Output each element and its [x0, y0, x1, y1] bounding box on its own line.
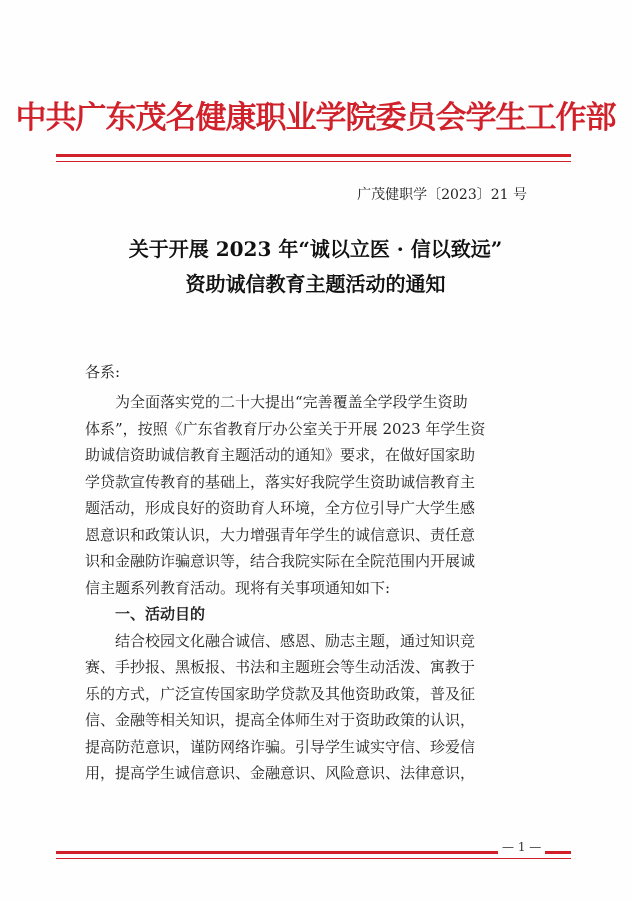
- section-purpose-paragraph: [85, 628, 555, 787]
- footer-red-rule-thin: [56, 858, 571, 859]
- title-line-1: 关于开展 2023 年“诚以立医 · 信以致远”: [128, 237, 503, 261]
- paragraph-line: 恩意识和政策认识，大力增强青年学生的诚信意识、责任意: [85, 525, 476, 544]
- intro-paragraph: [85, 389, 555, 601]
- issuing-organization-header: 中共广东茂名健康职业学院委员会学生工作部: [15, 100, 616, 136]
- salutation: 各系:: [85, 363, 121, 381]
- document-number: 广茂健职学〔2023〕21 号: [357, 187, 527, 203]
- document-body: [85, 389, 555, 787]
- header-red-rule-thin: [56, 161, 571, 162]
- header-red-rule-thick: [56, 154, 571, 157]
- paragraph-line: 学贷款宣传教育的基础上，落实好我院学生资助诚信教育主: [85, 472, 476, 491]
- paragraph-line: 乐的方式，广泛宣传国家助学贷款及其他资助政策，普及征: [85, 684, 476, 703]
- footer-red-rule-thick: [56, 851, 571, 854]
- paragraph-line: 体系”，按照《广东省教育厅办公室关于开展 2023 年学生资: [85, 419, 486, 438]
- paragraph-line: 为全面落实党的二十大提出“完善覆盖全学段学生资助: [115, 393, 468, 411]
- paragraph-line: 赛、手抄报、黑板报、书法和主题班会等生动活泼、寓教于: [85, 658, 476, 676]
- paragraph-line: 信主题系列教育活动。现将有关事项通知如下:: [85, 578, 391, 597]
- page-number: — 1 —: [498, 840, 545, 854]
- paragraph-line: 识和金融防诈骗意识等，结合我院实际在全院范围内开展诚: [85, 552, 476, 570]
- title-line-2: 资助诚信教育主题活动的通知: [185, 272, 446, 296]
- paragraph-line: 助诚信资助诚信教育主题活动的通知》要求，在做好国家助: [85, 446, 476, 464]
- paragraph-line: 结合校园文化融合诚信、感恩、励志主题，通过知识竞: [115, 631, 476, 650]
- document-title: [0, 232, 631, 302]
- paragraph-line: 提高防范意识，谨防网络诈骗。引导学生诚实守信、珍爱信: [85, 737, 476, 756]
- paragraph-line: 用，提高学生诚信意识、金融意识、风险意识、法律意识，: [85, 764, 476, 782]
- paragraph-line: 信、金融等相关知识，提高全体师生对于资助政策的认识，: [85, 711, 476, 729]
- paragraph-line: 题活动，形成良好的资助育人环境，全方位引导广大学生感: [85, 499, 476, 517]
- section-heading-purpose: 一、活动目的: [115, 605, 206, 623]
